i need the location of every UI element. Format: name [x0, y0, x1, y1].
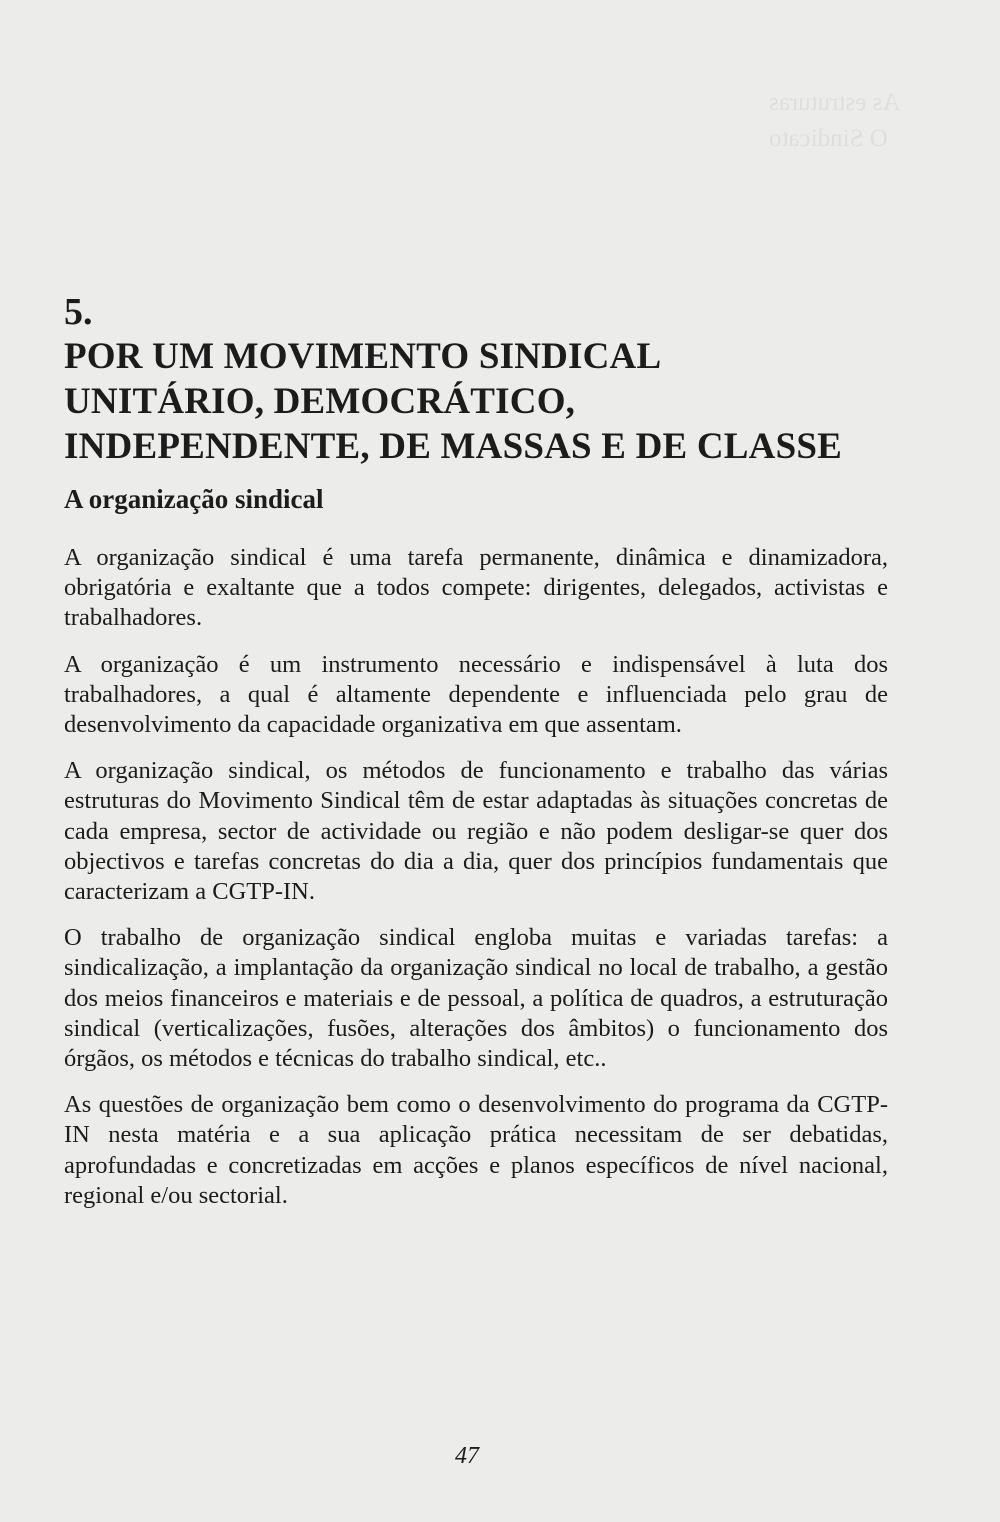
page-content	[64, 290, 888, 1227]
show-through-text: As estruturas O Sindicato	[768, 89, 900, 152]
paragraph: As questões de organização bem como o desenvolvimento do programa da CGTP-IN nesta matéria e a sua aplicação prática necessitam de ser debatidas, aprofundadas e concretizadas em acções e planos específicos de nível nacional, regional e/ou sectorial.	[64, 1091, 888, 1209]
chapter-title	[64, 334, 888, 469]
chapter-title-line: UNITÁRIO, DEMOCRÁTICO,	[64, 381, 576, 422]
paragraph: O trabalho de organização sindical engloba muitas e variadas tarefas: a sindicalização, a implantação da organização sindical no local de trabalho, a gestão dos meios financeiros e materiais e de pessoal, a política de quadros, a estruturação sindical (verticalizações, fusões, alterações dos âmbitos) o funcionamento dos órgãos, os métodos e técnicas do trabalho sindical, etc..	[64, 924, 888, 1073]
body-text	[64, 543, 888, 1211]
paragraph: A organização é um instrumento necessário e indispensável à luta dos trabalhadores, a qual é altamente dependente e influenciada pelo grau de desenvolvimento da capacidade organizativa em que assentam.	[64, 650, 888, 739]
chapter-number: 5.	[64, 291, 93, 333]
page-number: 47	[455, 1443, 479, 1469]
section-heading: A organização sindical	[64, 484, 324, 514]
paragraph: A organização sindical, os métodos de funcionamento e trabalho das várias estruturas do Movimento Sindical têm de estar adaptadas às situações concretas de cada empresa, sector de actividade ou região e não podem desligar-se quer dos objectivos e tarefas concretas do dia a dia, quer dos princípios fundamentais que caracterizam a CGTP-IN.	[64, 757, 888, 906]
chapter-title-line: POR UM MOVIMENTO SINDICAL	[64, 336, 662, 377]
paragraph: A organização sindical é uma tarefa permanente, dinâmica e dinamizadora, obrigatória e exaltante que a todos compete: dirigentes, delegados, activistas e trabalhadores.	[64, 544, 888, 632]
chapter-title-line: INDEPENDENTE, DE MASSAS E DE CLASSE	[64, 426, 843, 467]
